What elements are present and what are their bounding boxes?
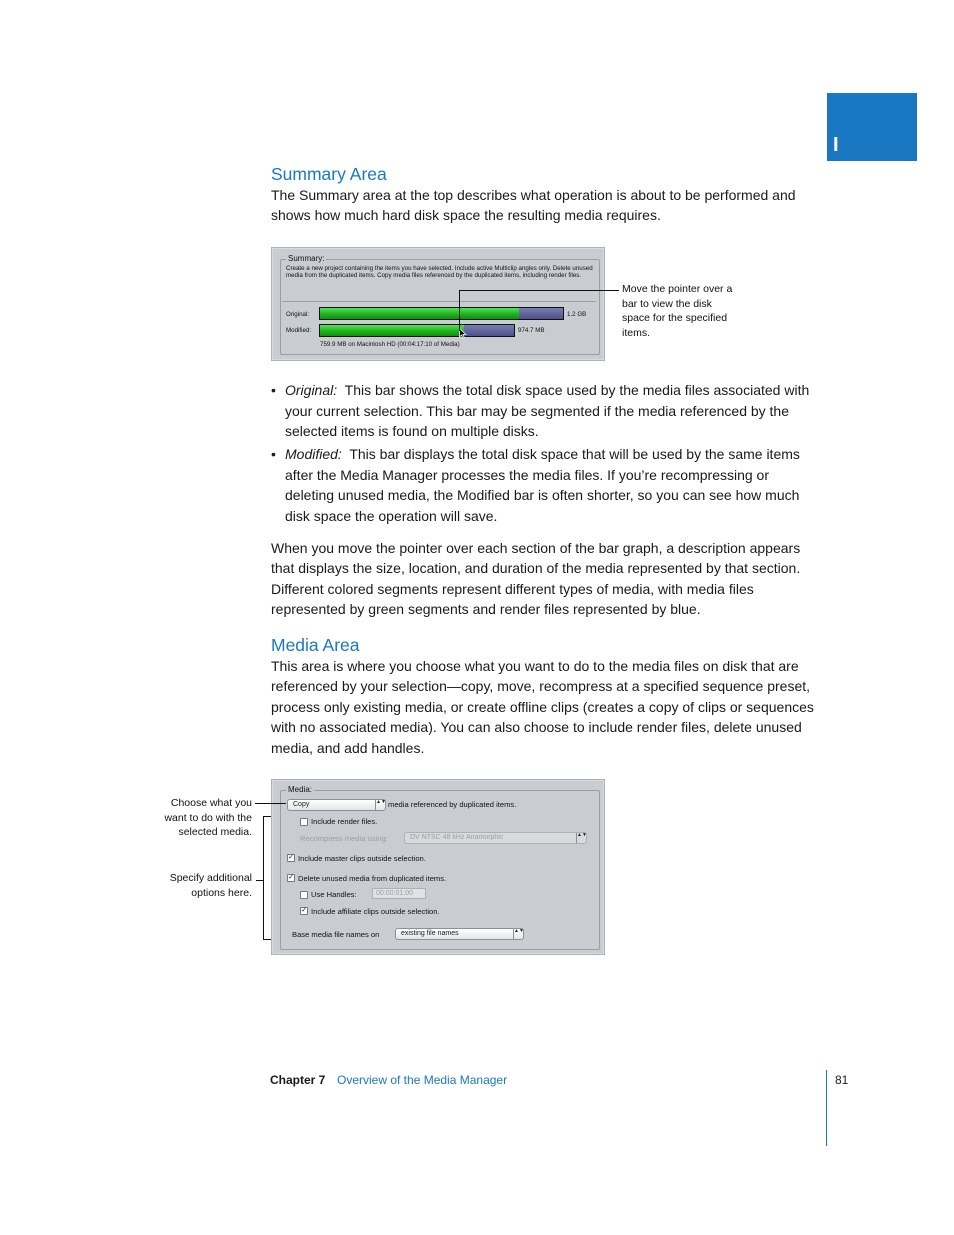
delete-unused-checkbox[interactable]: ✓ <box>288 874 294 881</box>
disk-info-text: 759.9 MB on Macintosh HD (00:04:17:10 of Media) <box>320 341 460 348</box>
media-panel-screenshot <box>271 779 605 955</box>
original-disk-bar[interactable] <box>319 307 564 320</box>
include-render-label: Include render files. <box>311 817 378 826</box>
media-group-label: Media: <box>288 785 313 794</box>
handles-duration-field[interactable]: 00:00:01;00 <box>372 888 426 899</box>
chapter-tab-letter: I <box>833 134 839 156</box>
modified-render-segment[interactable] <box>464 325 514 336</box>
media-area-intro: This area is where you choose what you want to do to the media files on disk that are referenced by your selection—copy, move, recompress at a specified sequence preset, process only existing media, or create offline clips (creates a copy of clips or sequences with no associated media). You can also choose to include render files, delete unused media, and add handles. <box>271 658 814 756</box>
modified-disk-bar[interactable] <box>319 324 515 337</box>
original-media-segment[interactable] <box>320 308 519 319</box>
popup-arrows-icon: ▲▼ <box>576 833 586 843</box>
original-size-value: 1.2 GB <box>567 311 587 318</box>
include-master-label: Include master clips outside selection. <box>298 854 426 863</box>
summary-callout-line-vertical <box>459 290 460 331</box>
summary-area-intro: The Summary area at the top describes what operation is about to be performed and shows how much hard disk space the resulting media requires. <box>271 187 796 224</box>
original-render-segment[interactable] <box>519 308 563 319</box>
mouse-pointer-icon <box>459 328 467 339</box>
summary-description: Create a new project containing the items you have selected. Include active Multiclip angles only. Delete unused media from the duplicated items. Copy media files referenced by the duplicated items, including render files. <box>286 265 593 280</box>
summary-group-label: Summary: <box>288 254 325 263</box>
footer-chapter: Chapter 7 <box>270 1073 326 1087</box>
media-action-callout-line <box>255 803 286 804</box>
media-area-heading: Media Area <box>271 635 360 655</box>
original-bar-label: Original: <box>286 311 310 318</box>
recompress-preset-value: DV NTSC 48 kHz Anamorphic <box>410 834 504 841</box>
summary-panel-screenshot <box>271 247 605 361</box>
chapter-tab-marker <box>827 93 917 161</box>
summary-area-heading: Summary Area <box>271 164 387 184</box>
popup-arrows-icon: ▲▼ <box>513 929 523 939</box>
media-options-bracket-vertical <box>263 816 264 940</box>
recompress-preset-popup[interactable] <box>404 832 587 844</box>
base-names-popup[interactable] <box>395 928 524 940</box>
bullet-original-text: This bar shows the total disk space used by the media files associated with your current selection. This bar may be segmented if the media referenced by the selected items is found on multiple disks. <box>285 382 810 440</box>
include-render-checkbox[interactable] <box>300 818 308 826</box>
bullet-original-term: Original: <box>285 382 338 398</box>
summary-callout-line-horizontal <box>459 290 619 291</box>
media-action-popup[interactable] <box>287 799 386 811</box>
media-action-suffix: media referenced by duplicated items. <box>388 800 517 809</box>
media-action-value: Copy <box>293 801 310 808</box>
media-options-bracket-top <box>263 816 271 817</box>
recompress-label: Recompress media using: <box>300 834 388 843</box>
bar-graph-paragraph: When you move the pointer over each section of the bar graph, a description appears that displays the size, location, and duration of the media represented by that section. Different colored segments represent different types of media, with media files represented by green segments and render files represented by blue. <box>271 540 801 618</box>
use-handles-label: Use Handles: <box>311 890 357 899</box>
media-options-bracket-bottom <box>263 939 271 940</box>
modified-bar-label: Modified: <box>286 327 312 334</box>
bullet-modified-term: Modified: <box>285 446 342 462</box>
media-action-callout-text: Choose what you want to do with the selected media. <box>164 797 252 839</box>
use-handles-checkbox[interactable] <box>300 891 308 899</box>
footer-divider <box>826 1070 827 1146</box>
popup-arrows-icon: ▲▼ <box>375 800 385 810</box>
media-groupbox <box>280 790 600 950</box>
base-names-value: existing file names <box>401 930 459 937</box>
summary-callout-text: Move the pointer over a bar to view the disk space for the specified items. <box>622 283 733 339</box>
include-master-checkbox[interactable]: ✓ <box>288 854 294 861</box>
delete-unused-label: Delete unused media from duplicated items. <box>298 874 447 883</box>
media-options-callout-stub <box>256 880 263 881</box>
media-options-callout-text: Specify additional options here. <box>169 872 252 899</box>
base-names-label: Base media file names on <box>292 930 380 939</box>
include-affiliate-checkbox[interactable]: ✓ <box>301 907 307 914</box>
modified-media-segment[interactable] <box>320 325 464 336</box>
bullet-modified-text: This bar displays the total disk space that will be used by the same items after the Media Manager processes the media files. If you’re recompressing or deleting unused media, the Modified bar is often shorter, so you can see how much disk space the operation will save. <box>285 446 800 524</box>
footer-chapter-title: Overview of the Media Manager <box>337 1073 508 1087</box>
summary-divider <box>282 301 596 302</box>
include-affiliate-label: Include affiliate clips outside selection. <box>311 907 440 916</box>
modified-size-value: 974.7 MB <box>518 327 545 334</box>
footer-page-number: 81 <box>835 1073 849 1087</box>
